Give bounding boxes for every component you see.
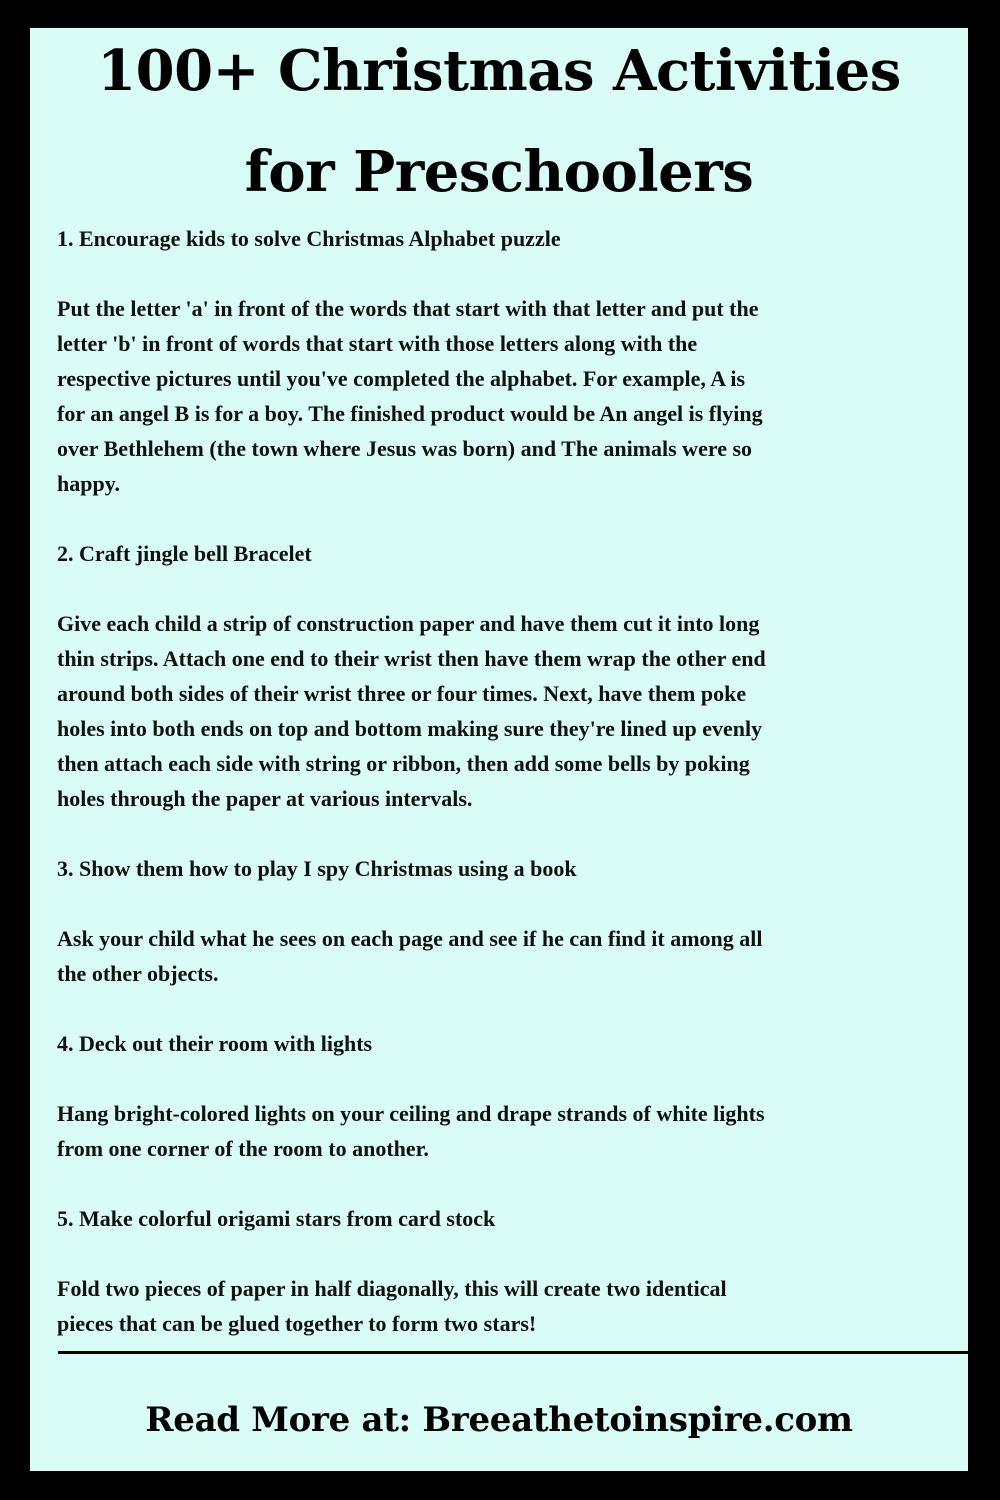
- content-panel: [30, 28, 968, 1471]
- activity-heading-3: 3. Show them how to play I spy Christmas using a book: [57, 856, 577, 881]
- activity-heading-2: 2. Craft jingle bell Bracelet: [57, 541, 312, 566]
- activity-body-5: Fold two pieces of paper in half diagonally, this will create two identical pieces that can be glued together to form two stars!: [57, 1276, 727, 1336]
- footer-divider: [58, 1351, 968, 1354]
- spacer: [57, 1166, 957, 1201]
- spacer: [57, 816, 957, 851]
- activity-heading-4: 4. Deck out their room with lights: [57, 1031, 373, 1056]
- activity-body-4: Hang bright-colored lights on your ceiling and drape strands of white lights from one corner of the room to another.: [57, 1101, 765, 1161]
- activity-body-1: Put the letter 'a' in front of the words that start with that letter and put the letter 'b' in front of words that start with those letters along with the respective pictures until you've completed the alphabet. For example, A is for an angel B is for a boy. The finished product would be An angel is flying over Bethlehem (the town where Jesus was born) and The animals were so happy.: [57, 296, 763, 496]
- activities-list: [57, 221, 957, 1341]
- spacer: [57, 256, 957, 291]
- activity-body-2: Give each child a strip of construction paper and have them cut it into long thin strips. Attach one end to their wrist then have them wrap the other end around both sides of their wrist three or four times. Next, have them poke holes into both ends on top and bottom making sure they're lined up evenly then attach each side with string or ribbon, then add some bells by poking holes through the paper at various intervals.: [57, 611, 766, 811]
- spacer: [57, 991, 957, 1026]
- activity-body-3: Ask your child what he sees on each page and see if he can find it among all the other objects.: [57, 926, 763, 986]
- spacer: [57, 501, 957, 536]
- activity-heading-5: 5. Make colorful origami stars from card stock: [57, 1206, 496, 1231]
- spacer: [57, 1061, 957, 1096]
- spacer: [57, 571, 957, 606]
- page-title-line-2: for Preschoolers: [244, 139, 754, 205]
- page-title-line-1: 100+ Christmas Activities: [97, 38, 901, 104]
- read-more-footer: Read More at: Breeathetoinspire.com: [145, 1400, 853, 1440]
- spacer: [57, 886, 957, 921]
- activity-heading-1: 1. Encourage kids to solve Christmas Alphabet puzzle: [57, 226, 561, 251]
- spacer: [57, 1236, 957, 1271]
